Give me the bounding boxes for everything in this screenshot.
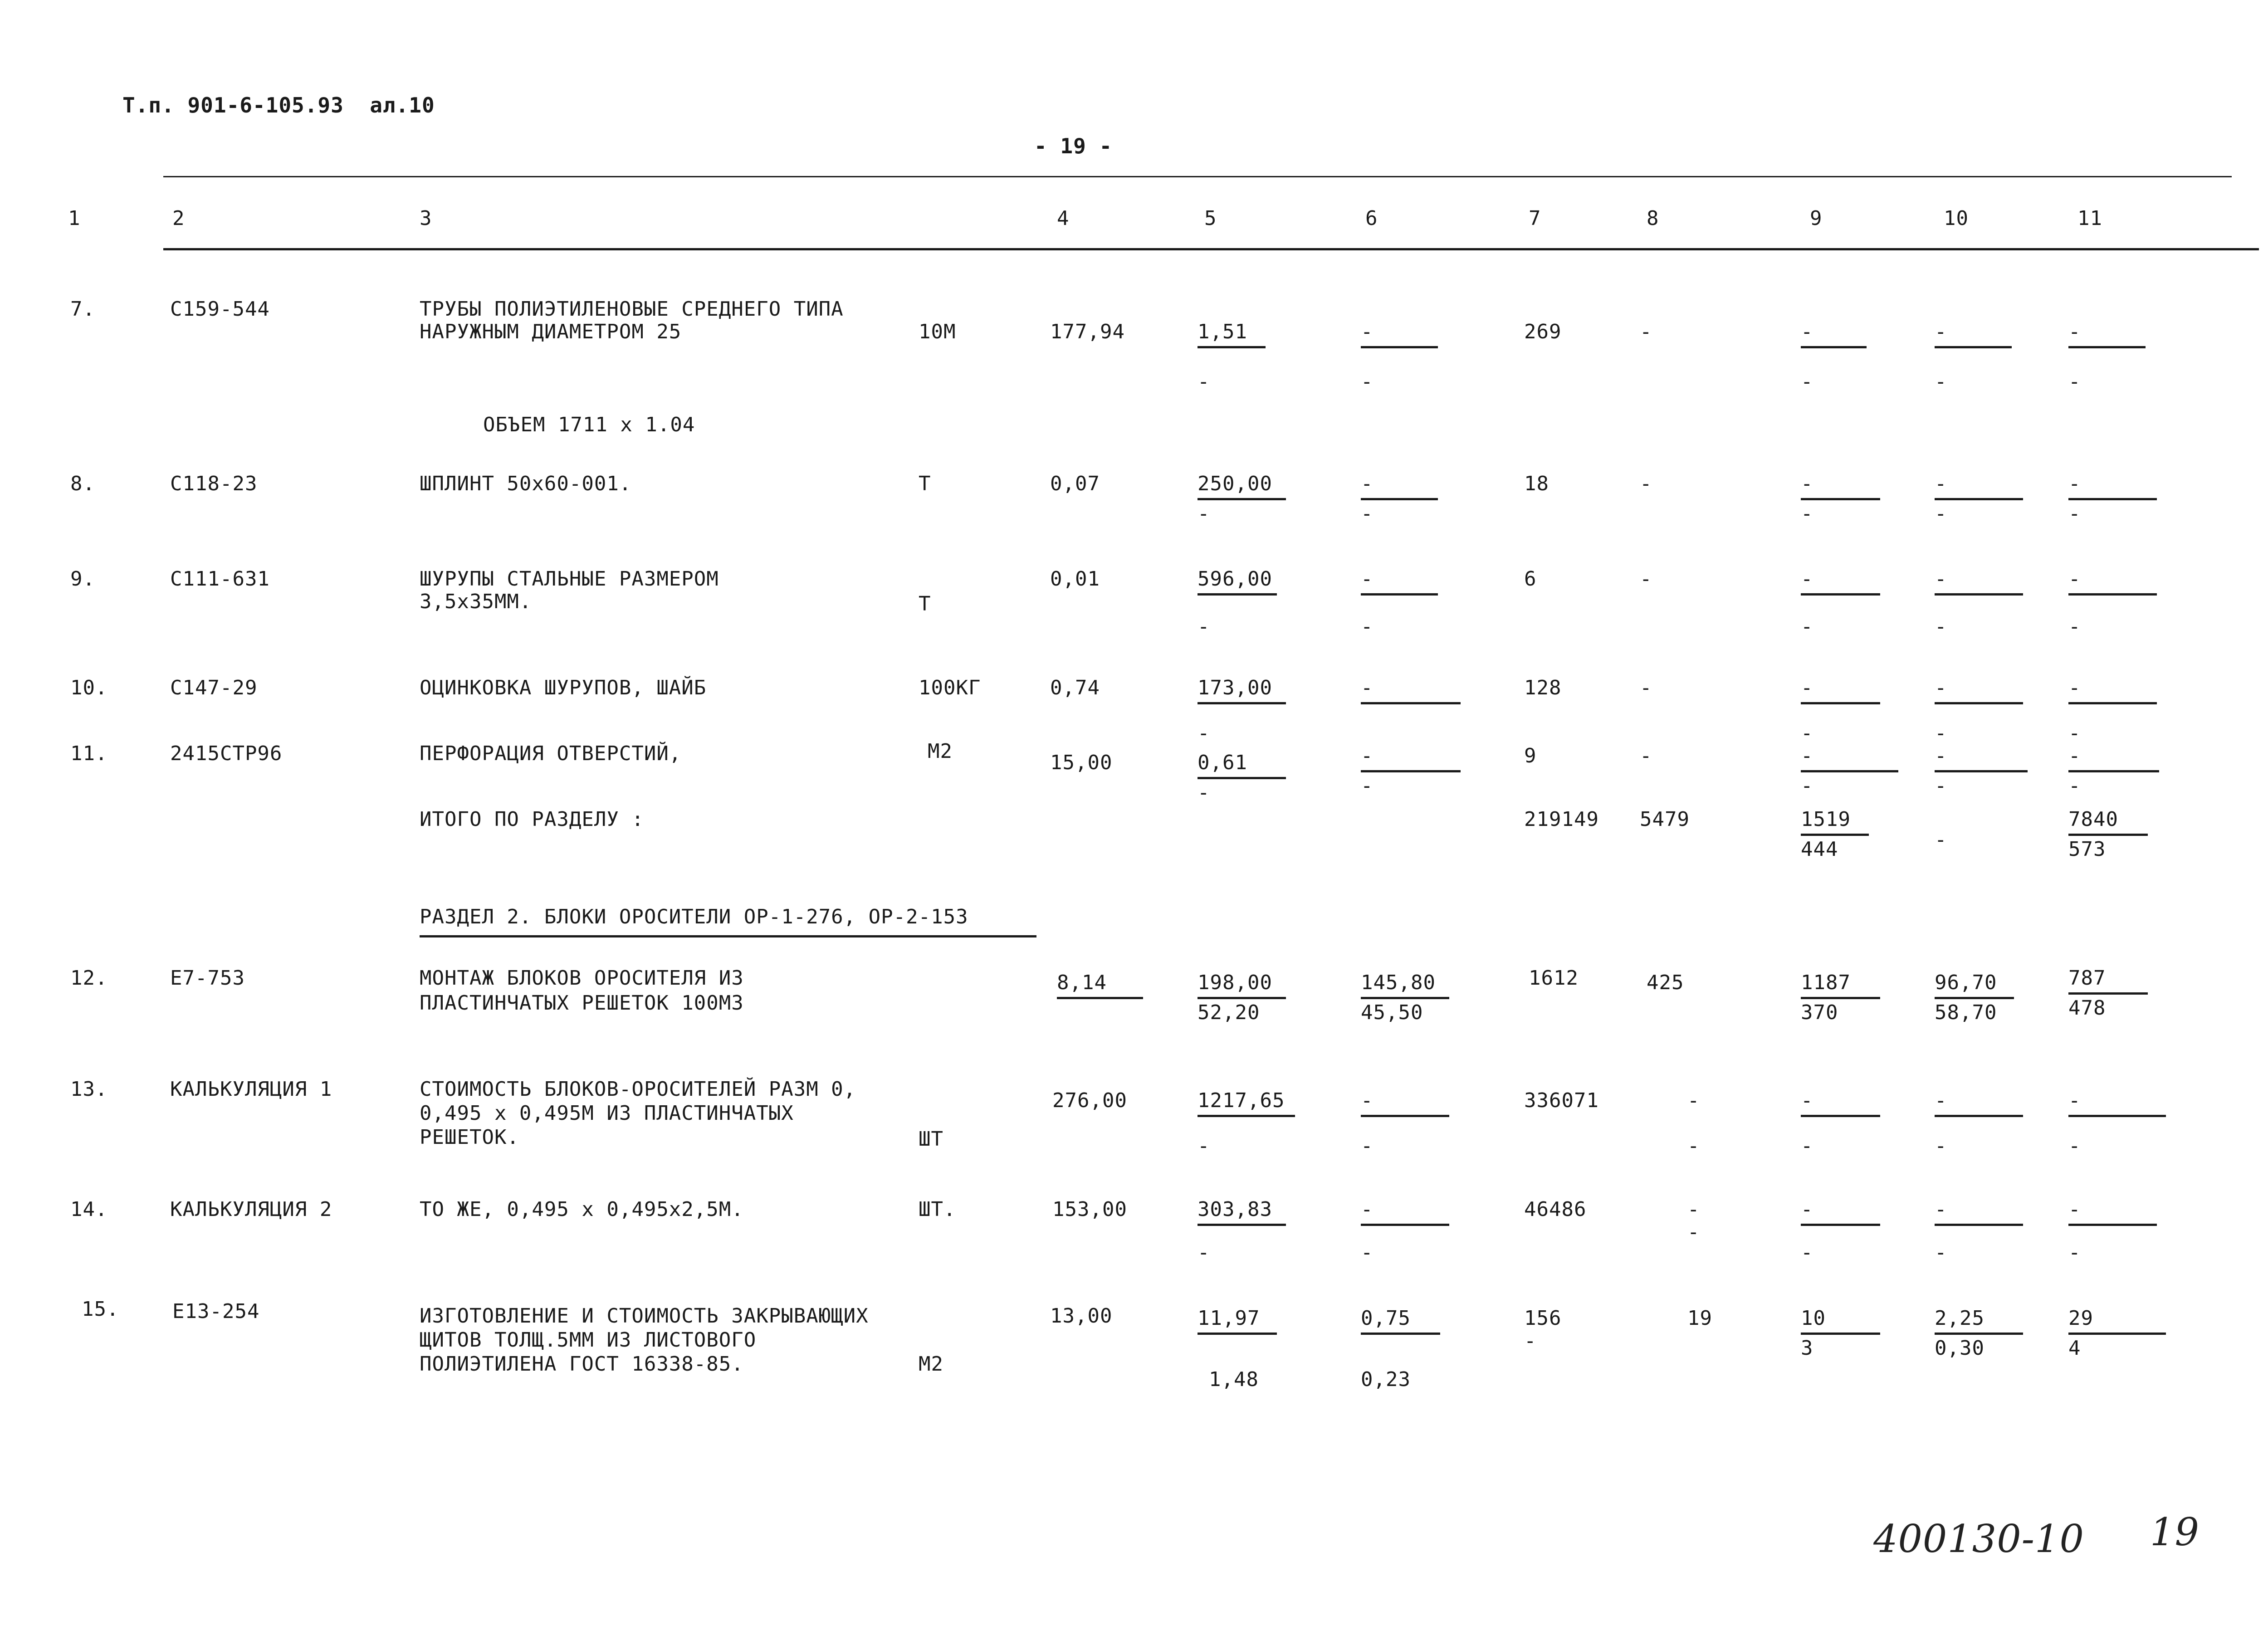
row-code: E13-254 — [172, 1300, 260, 1323]
row-quantity: 0,74 — [1050, 676, 1100, 699]
row-unit: 100КГ — [919, 676, 981, 699]
column-number: 3 — [420, 207, 432, 230]
row-number: 15. — [82, 1298, 119, 1321]
cell-col9-den: - — [1801, 722, 1813, 745]
cell-col7: 9 — [1524, 744, 1537, 767]
cell-col8-b: - — [1687, 1220, 1700, 1244]
cell-col8: - — [1640, 744, 1652, 767]
column-number: 4 — [1057, 207, 1070, 230]
row-unit: Т — [919, 472, 931, 495]
row-quantity: 276,00 — [1052, 1089, 1127, 1112]
total-label: ИТОГО ПО РАЗДЕЛУ : — [420, 808, 644, 831]
cell-col10-den: - — [1935, 1241, 1947, 1264]
cell-col9-den: - — [1801, 1134, 1813, 1157]
total-col7: 219149 — [1524, 808, 1599, 831]
row-description: ОЦИНКОВКА ШУРУПОВ, ШАЙБ — [420, 676, 707, 699]
cell-col5-den: - — [1198, 1134, 1210, 1157]
cell-col7: 6 — [1524, 567, 1537, 591]
column-number: 1 — [68, 207, 81, 230]
cell-col8: - — [1640, 676, 1652, 699]
row-quantity: 0,07 — [1050, 472, 1100, 495]
column-number: 2 — [172, 207, 185, 230]
cell-col7: 1612 — [1529, 967, 1579, 990]
cell-col5-den: - — [1198, 722, 1210, 745]
row-description: СТОИМОСТЬ БЛОКОВ-ОРОСИТЕЛЕЙ РАЗМ 0, — [420, 1078, 856, 1101]
row-description: ПЕРФОРАЦИЯ ОТВЕРСТИЙ, — [420, 742, 682, 765]
section-heading-underline — [420, 935, 1036, 937]
row-description: ТО ЖЕ, 0,495 x 0,495x2,5М. — [420, 1198, 744, 1221]
row-description: ШУРУПЫ СТАЛЬНЫЕ РАЗМЕРОМ — [420, 567, 719, 591]
row-description: ИЗГОТОВЛЕНИЕ И СТОИМОСТЬ ЗАКРЫВАЮЩИХ — [420, 1304, 869, 1328]
row-description: ЩИТОВ ТОЛЩ.5ММ ИЗ ЛИСТОВОГО — [420, 1328, 757, 1352]
cell-col5-den: - — [1198, 1241, 1210, 1264]
row-unit: Т — [919, 592, 931, 615]
row-code: E7-753 — [170, 967, 245, 990]
row-description: МОНТАЖ БЛОКОВ ОРОСИТЕЛЯ ИЗ — [420, 967, 744, 990]
row-description: НАРУЖНЫМ ДИАМЕТРОМ 25 — [420, 320, 682, 343]
cell-col10-den: - — [1935, 1134, 1947, 1157]
row-description: 3,5x35ММ. — [420, 590, 532, 613]
row-code: КАЛЬКУЛЯЦИЯ 1 — [170, 1078, 332, 1101]
cell-col8: - — [1640, 320, 1652, 343]
handwritten-page-number: 19 — [2150, 1510, 2200, 1554]
cell-col11-den: - — [2068, 370, 2081, 393]
cell-col8: 19 — [1687, 1307, 1712, 1330]
header-rule — [163, 248, 2259, 250]
cell-col6-den: - — [1361, 1241, 1374, 1264]
cell-col7: 18 — [1524, 472, 1549, 495]
row-quantity: 13,00 — [1050, 1304, 1113, 1328]
row-unit: ШТ. — [919, 1198, 956, 1221]
row-description: ПОЛИЭТИЛЕНА ГОСТ 16338-85. — [420, 1352, 744, 1376]
handwritten-archive-number: 400130-10 — [1873, 1517, 2084, 1561]
cell-col9-den: - — [1801, 615, 1813, 638]
cell-col11-den: - — [2068, 1134, 2081, 1157]
row-number: 8. — [70, 472, 95, 495]
row-number: 14. — [70, 1198, 108, 1221]
cell-col7: 46486 — [1524, 1198, 1587, 1221]
cell-col5-den: - — [1198, 615, 1210, 638]
cell-col9-den: - — [1801, 1241, 1813, 1264]
row-code: C111-631 — [170, 567, 270, 591]
cell-col6-den: - — [1361, 370, 1374, 393]
document-reference: Т.п. 901-6-105.93 ал.10 — [122, 93, 435, 117]
row-code: C118-23 — [170, 472, 258, 495]
cell-col11-den: - — [2068, 615, 2081, 638]
cell-col11-den: - — [2068, 1241, 2081, 1264]
cell-col7: 156 — [1524, 1307, 1562, 1330]
total-col10: - — [1935, 828, 1947, 851]
row-number: 10. — [70, 676, 108, 699]
row-unit: ШТ — [919, 1128, 943, 1151]
cell-col8: 425 — [1647, 971, 1684, 994]
column-number: 9 — [1810, 207, 1823, 230]
row-description: 0,495 x 0,495М ИЗ ПЛАСТИНЧАТЫХ — [420, 1102, 794, 1125]
cell-col8: - — [1640, 567, 1652, 591]
column-number: 6 — [1365, 207, 1378, 230]
column-number: 10 — [1944, 207, 1969, 230]
row-quantity: 153,00 — [1052, 1198, 1127, 1221]
row-quantity: 177,94 — [1050, 320, 1125, 343]
volume-note: ОБЪЕМ 1711 x 1.04 — [483, 413, 695, 436]
cell-col8: - — [1687, 1089, 1700, 1112]
row-number: 9. — [70, 567, 95, 591]
row-description: ШПЛИНТ 50x60-001. — [420, 472, 632, 495]
cell-col11-den: - — [2068, 722, 2081, 745]
row-number: 11. — [70, 742, 108, 765]
column-number: 11 — [2077, 207, 2102, 230]
column-number: 7 — [1529, 207, 1541, 230]
cell-col7: 269 — [1524, 320, 1562, 343]
page-number: - 19 - — [1034, 134, 1113, 158]
cell-col7: 128 — [1524, 676, 1562, 699]
row-unit: М2 — [928, 740, 953, 763]
section-heading: РАЗДЕЛ 2. БЛОКИ ОРОСИТЕЛИ ОР-1-276, ОР-2-153 — [420, 905, 968, 928]
row-description: РЕШЕТОК. — [420, 1126, 519, 1149]
row-quantity: 0,01 — [1050, 567, 1100, 591]
row-code: 2415СТР96 — [170, 742, 283, 765]
cell-col7-b: - — [1524, 1329, 1537, 1352]
cell-col10-den: - — [1935, 722, 1947, 745]
cell-col6-den: 0,23 — [1361, 1368, 1411, 1391]
row-number: 7. — [70, 298, 95, 321]
row-description: ТРУБЫ ПОЛИЭТИЛЕНОВЫЕ СРЕДНЕГО ТИПА — [420, 298, 844, 321]
top-rule — [163, 176, 2232, 177]
row-unit: 10М — [919, 320, 956, 343]
row-unit: М2 — [919, 1352, 943, 1376]
cell-col10-den: - — [1935, 370, 1947, 393]
cell-col6-den: - — [1361, 615, 1374, 638]
row-number: 13. — [70, 1078, 108, 1101]
column-number: 5 — [1204, 207, 1217, 230]
row-code: КАЛЬКУЛЯЦИЯ 2 — [170, 1198, 332, 1221]
cell-col5-den: - — [1198, 370, 1210, 393]
cell-col6-den: - — [1361, 1134, 1374, 1157]
row-code: C147-29 — [170, 676, 258, 699]
cell-col5-den: 1,48 — [1209, 1368, 1259, 1391]
row-description: ПЛАСТИНЧАТЫХ РЕШЕТОК 100М3 — [420, 991, 744, 1015]
cell-col7: 336071 — [1524, 1089, 1599, 1112]
cell-col9-den: - — [1801, 370, 1813, 393]
cell-col8: - — [1687, 1198, 1700, 1221]
total-col8: 5479 — [1640, 808, 1690, 831]
column-number: 8 — [1647, 207, 1659, 230]
row-code: C159-544 — [170, 298, 270, 321]
row-number: 12. — [70, 967, 108, 990]
cell-col10-den: - — [1935, 615, 1947, 638]
row-quantity: 15,00 — [1050, 751, 1113, 774]
cell-col8: - — [1640, 472, 1652, 495]
cell-col8-b: - — [1687, 1134, 1700, 1157]
